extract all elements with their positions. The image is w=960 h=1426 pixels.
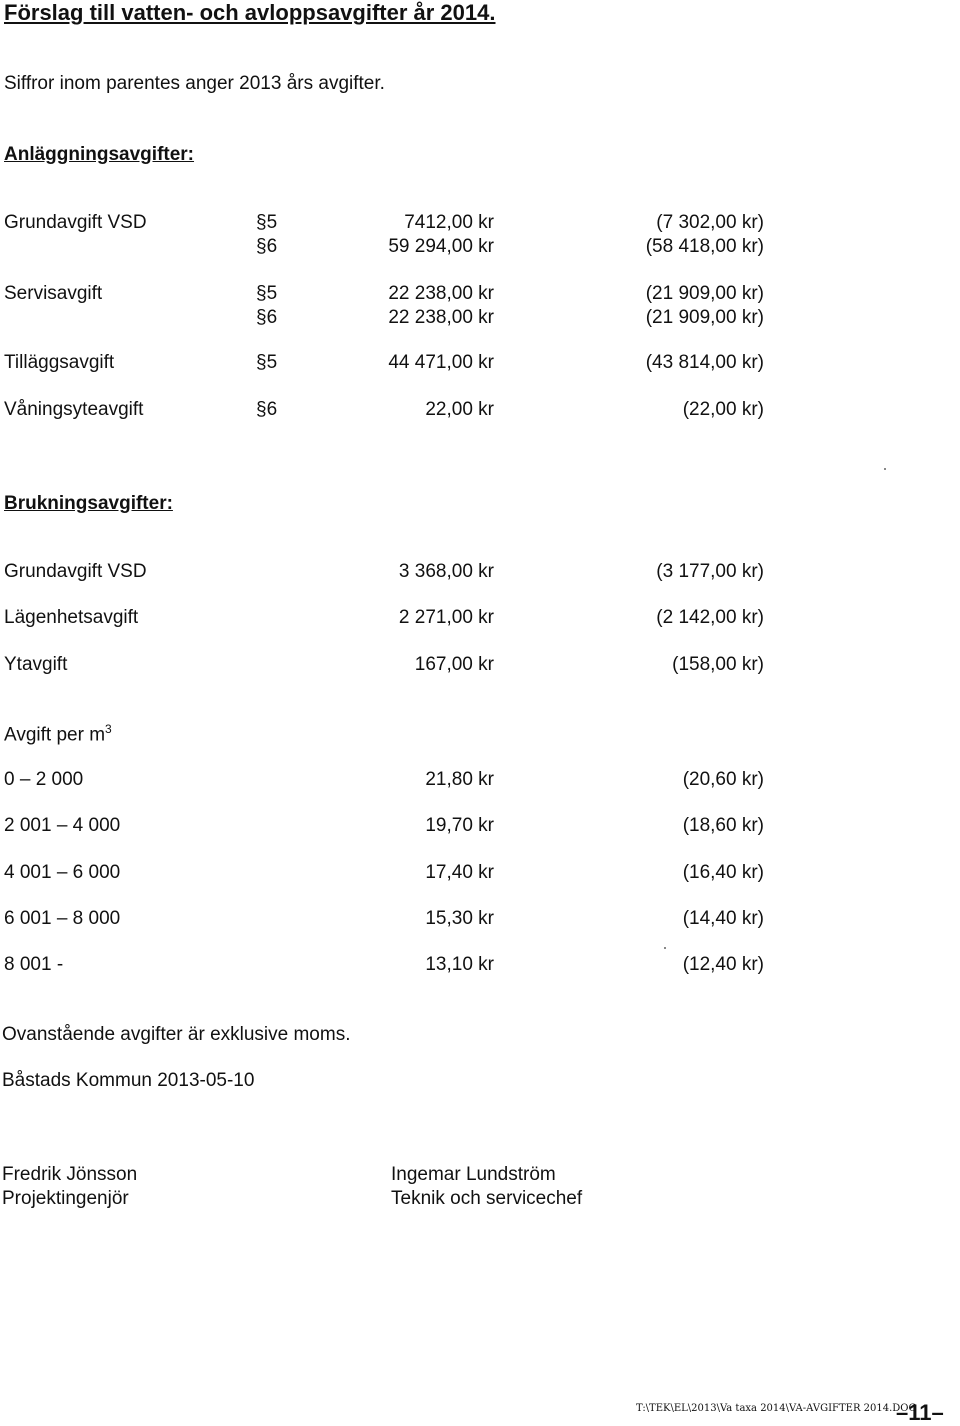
volume-range-label: 2 001 – 4 000 [4, 815, 121, 836]
fee-value: 2 271,00 kr [398, 607, 494, 628]
paragraph-ref: §6 [256, 307, 278, 328]
fee-value: 3 368,00 kr [398, 561, 494, 582]
fee-value: 44 471,00 kr [388, 352, 494, 373]
fee-value: 13,10 kr [425, 954, 494, 975]
volume-range-label: 8 001 - [4, 954, 64, 975]
paragraph-ref: §5 [256, 283, 278, 304]
vat-note: Ovanstående avgifter är exklusive moms. [2, 1024, 351, 1045]
page-number: –11– [896, 1400, 944, 1425]
fee-label: Våningsyteavgift [4, 399, 144, 420]
document-title: Förslag till vatten- och avloppsavgifter år 2014. [4, 0, 496, 25]
fee-value: 22 238,00 kr [388, 283, 494, 304]
volume-range-label: 0 – 2 000 [4, 769, 84, 790]
table-row [0, 862, 960, 886]
per-m3-label: Avgift per m [4, 724, 106, 746]
table-row [0, 769, 960, 793]
signatory-role: Projektingenjör [2, 1188, 129, 1209]
table-row [0, 561, 960, 585]
fee-label: Servisavgift [4, 283, 103, 304]
fee-previous-value: (12,40 kr) [682, 954, 764, 975]
table-row [0, 399, 960, 423]
fee-value: 7412,00 kr [404, 212, 494, 233]
fee-previous-value: (7 302,00 kr) [656, 212, 764, 233]
fee-previous-value: (22,00 kr) [682, 399, 764, 420]
fee-label: Lägenhetsavgift [4, 607, 139, 628]
fee-label: Grundavgift VSD [4, 561, 147, 582]
table-row [0, 236, 960, 260]
fee-previous-value: (158,00 kr) [672, 654, 764, 675]
table-row [0, 352, 960, 376]
table-row [0, 954, 960, 978]
per-m3-superscript: 3 [105, 722, 112, 736]
fee-value: 22,00 kr [425, 399, 494, 420]
paragraph-ref: §5 [256, 352, 278, 373]
fee-label: Ytavgift [4, 654, 68, 675]
fee-previous-value: (18,60 kr) [682, 815, 764, 836]
fee-previous-value: (14,40 kr) [682, 908, 764, 929]
fee-value: 21,80 kr [425, 769, 494, 790]
table-row [0, 212, 960, 236]
fee-previous-value: (2 142,00 kr) [656, 607, 764, 628]
parenthesis-note: Siffror inom parentes anger 2013 års avgifter. [4, 73, 385, 94]
fee-label: Grundavgift VSD [4, 212, 147, 233]
signatory-role: Teknik och servicechef [391, 1188, 583, 1209]
table-row [0, 654, 960, 678]
place-date: Båstads Kommun 2013-05-10 [2, 1070, 255, 1091]
file-path-footer: T:\TEK\EL\2013\Va taxa 2014\VA-AVGIFTER 2014.DOC [636, 1403, 917, 1414]
table-row [0, 283, 960, 307]
table-row [0, 307, 960, 331]
fee-previous-value: (43 814,00 kr) [645, 352, 764, 373]
fee-previous-value: (20,60 kr) [682, 769, 764, 790]
paragraph-ref: §5 [256, 212, 278, 233]
section-heading-brukningsavgifter: Brukningsavgifter: [4, 493, 173, 514]
volume-range-label: 6 001 – 8 000 [4, 908, 121, 929]
signatory-name: Fredrik Jönsson [2, 1164, 138, 1185]
paragraph-ref: §6 [256, 399, 278, 420]
scan-speck [664, 947, 666, 949]
fee-value: 19,70 kr [425, 815, 494, 836]
fee-previous-value: (21 909,00 kr) [645, 307, 764, 328]
volume-range-label: 4 001 – 6 000 [4, 862, 121, 883]
table-row [0, 815, 960, 839]
fee-value: 22 238,00 kr [388, 307, 494, 328]
signature-block-left [2, 1163, 137, 1211]
per-m3-heading [4, 722, 112, 746]
table-row [0, 607, 960, 631]
fee-value: 59 294,00 kr [388, 236, 494, 257]
fee-label: Tilläggsavgift [4, 352, 115, 373]
fee-value: 15,30 kr [425, 908, 494, 929]
scan-speck [884, 468, 886, 470]
signature-block-right [391, 1163, 582, 1211]
fee-value: 167,00 kr [414, 654, 494, 675]
fee-previous-value: (58 418,00 kr) [645, 236, 764, 257]
fee-previous-value: (3 177,00 kr) [656, 561, 764, 582]
section-heading-anlaggningsavgifter: Anläggningsavgifter: [4, 144, 195, 165]
paragraph-ref: §6 [256, 236, 278, 257]
table-row [0, 908, 960, 932]
fee-value: 17,40 kr [425, 862, 494, 883]
signatory-name: Ingemar Lundström [391, 1164, 556, 1185]
fee-previous-value: (21 909,00 kr) [645, 283, 764, 304]
fee-previous-value: (16,40 kr) [682, 862, 764, 883]
